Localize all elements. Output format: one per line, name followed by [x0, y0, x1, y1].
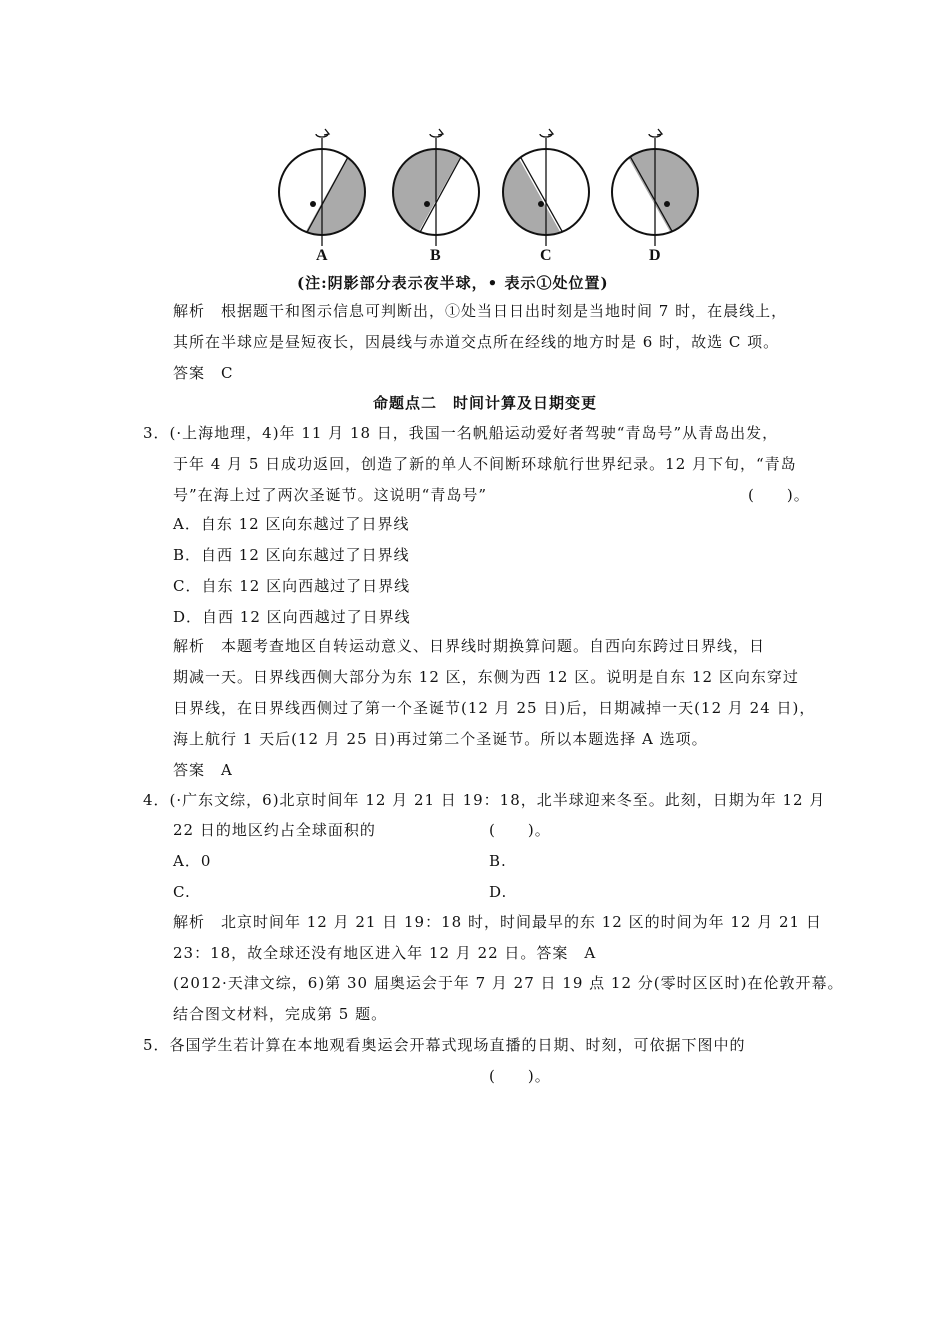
- q3-answer: 答案 A: [173, 761, 233, 779]
- q2-analysis-line-2: 其所在半球应是昼短夜长，因晨线与赤道交点所在经线的地方时是 6 时，故选 C 项。: [173, 333, 780, 351]
- q4-option-d: D.: [489, 883, 508, 901]
- globe-diagram: [270, 120, 710, 270]
- q3-option-d: D．自西 12 区向西越过了日界线: [173, 608, 411, 626]
- q4-stem-line-2: 22 日的地区约占全球面积的: [173, 821, 376, 839]
- q4-analysis-line-2: 23：18，故全球还没有地区进入年 12 月 22 日。答案 A: [173, 944, 597, 962]
- q4-answer-blank: ( )。: [489, 821, 551, 839]
- q4-option-a: A．0: [173, 852, 212, 870]
- q5-stem-line-1: 5．各国学生若计算在本地观看奥运会开幕式现场直播的日期、时刻，可依据下图中的: [143, 1036, 746, 1054]
- q2-answer: 答案 C: [173, 364, 234, 382]
- globe-label-c: C: [540, 247, 552, 264]
- q4-option-c: C.: [173, 883, 191, 901]
- q3-analysis-line-3: 日界线，在日界线西侧过了第一个圣诞节(12 月 25 日)后，日期减掉一天(12 月 24 日)，: [173, 699, 816, 717]
- q4-stem-line-1: 4．(·广东文综，6)北京时间年 12 月 21 日 19：18，北半球迎来冬至。此刻，日期为年 12 月: [143, 791, 826, 809]
- q3-answer-blank: ( )。: [748, 486, 810, 504]
- globe-label-d: D: [649, 247, 661, 264]
- globe-c: [490, 124, 589, 260]
- section-title: 命题点二 时间计算及日期变更: [373, 394, 598, 412]
- q4-analysis-line-1: 解析 北京时间年 12 月 21 日 19：18 时，时间最早的东 12 区的时间为年 12 月 21 日: [173, 913, 822, 931]
- q3-analysis-line-4: 海上航行 1 天后(12 月 25 日)再过第二个圣诞节。所以本题选择 A 选项。: [173, 730, 708, 748]
- q3-analysis-line-1: 解析 本题考查地区自转运动意义、日界线时期换算问题。自西向东跨过日界线，日: [173, 637, 766, 655]
- q3-option-c: C．自东 12 区向西越过了日界线: [173, 577, 411, 595]
- q2-analysis-line-1: 解析 根据题干和图示信息可判断出，①处当日日出时刻是当地时间 7 时，在晨线上，: [173, 302, 788, 320]
- globe-figure: [270, 120, 710, 270]
- q3-stem-line-1: 3．(·上海地理，4)年 11 月 18 日，我国一名帆船运动爱好者驾驶“青岛号”从青岛出发，: [143, 424, 779, 442]
- q3-stem-line-2: 于年 4 月 5 日成功返回，创造了新的单人不间断环球航行世界纪录。12 月下旬，“青岛: [173, 455, 797, 473]
- q4-option-b: B.: [489, 852, 507, 870]
- globe-label-a: A: [316, 247, 328, 264]
- intro-line-2: 结合图文材料，完成第 5 题。: [173, 1005, 388, 1023]
- q5-answer-blank: ( )。: [489, 1067, 551, 1085]
- globe-label-b: B: [430, 247, 441, 264]
- globe-d: [610, 124, 710, 260]
- globe-b: [380, 124, 479, 260]
- q3-option-b: B．自西 12 区向东越过了日界线: [173, 546, 410, 564]
- q3-analysis-line-2: 期减一天。日界线西侧大部分为东 12 区，东侧为西 12 区。说明是自东 12 区向东穿过: [173, 668, 799, 686]
- intro-line-1: (2012·天津文综，6)第 30 届奥运会于年 7 月 27 日 19 点 12 分(零时区区时)在伦敦开幕。: [173, 974, 844, 992]
- q3-stem-line-3: 号”在海上过了两次圣诞节。这说明“青岛号”: [173, 486, 488, 504]
- globe-a: [279, 124, 390, 260]
- figure-caption: (注:阴影部分表示夜半球，• 表示①处位置): [297, 274, 609, 292]
- q3-option-a: A．自东 12 区向东越过了日界线: [173, 515, 410, 533]
